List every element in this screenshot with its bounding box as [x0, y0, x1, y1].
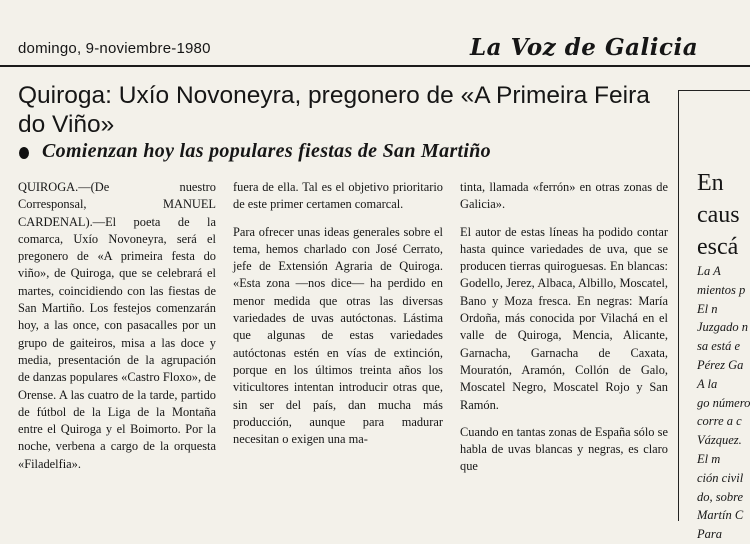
sidebar-text: La A mientos p El n Juzgado n sa está e Pérez Ga A la go número corre a c Vázquez. El m ción civil do, sobre Martín C Para: [697, 264, 750, 542]
article-subhead: Comienzan hoy las populares fiestas de San Martiño: [42, 140, 491, 162]
paragraph: tinta, llamada «ferrón» en otras zonas de Galicia».: [460, 180, 668, 212]
paragraph: QUIROGA.—(De nuestro Corresponsal, MANUEL CARDENAL).—El poeta de la comarca, Uxío Novoneyra, será el pregonero de «A primeira festa do viño», de Quiroga, que se celebrará el martes, coincidiendo con las fiestas de San Martiño. Los festejos comenzarán hoy, a las once, con pasacalles por un grupo de gaiteiros, misa a las doce y media, presentación de la agrupación de danzas populares «Castro Floxo», de Orense. A las cuatro de la tarde, partido de fútbol de la Liga de la Montaña entre el Quiroga y el Boimorto. Por la noche, verbena a cargo de la orquesta «Filadelfia».: [18, 180, 216, 471]
header-rule: [0, 65, 750, 67]
paragraph: El autor de estas líneas ha podido contar hasta quince variedades de uva, que se producen tierras quiroguesas. En blancas: Godello, Jerez, Albaca, Albillo, Moscatel, Bano y Moza fresca. En negras: María Ordoña, más conocida por Vilachá en el valle de Quiroga, Mencia, Alicante, Garnacha, Garnacha de Caxata, Mouratón, Aramón, Collón de Galo, Moscatel Negro, Moscatel Rojo y San Ramón.: [460, 224, 668, 412]
dateline: domingo, 9-noviembre-1980: [18, 40, 211, 57]
article-column-3: [460, 179, 668, 476]
sidebar-headline: En caus escá: [697, 170, 740, 260]
article-headline: Quiroga: Uxío Novoneyra, pregonero de «A Primeira Feira do Viño»: [18, 82, 650, 138]
article-column-2: [233, 179, 443, 448]
paragraph: fuera de ella. Tal es el objetivo prioritario de este primer certamen comarcal.: [233, 180, 443, 212]
article-column-1: [18, 179, 216, 473]
paragraph: Para ofrecer unas ideas generales sobre el tema, hemos charlado con José Cerrato, jefe de Extensión Agraria de Quiroga. «Esta zona —nos dice— ha perdido en menor medida que otras las diversas variedades de uvas autóctonas. Lástima que algunas de estas variedades autóctonas estén en vías de extinción, porque en los últimos treinta años los viticultores intentan introducir otras que, sin ser del país, dan mucha más producción, aunque para madurar necesitan o exigen una ma-: [233, 224, 443, 447]
paragraph: Cuando en tantas zonas de España sólo se habla de uvas blancas y negras, es claro que: [460, 424, 668, 474]
bullet-icon: [19, 147, 29, 159]
newspaper-masthead: La Voz de Galicia: [470, 34, 699, 61]
